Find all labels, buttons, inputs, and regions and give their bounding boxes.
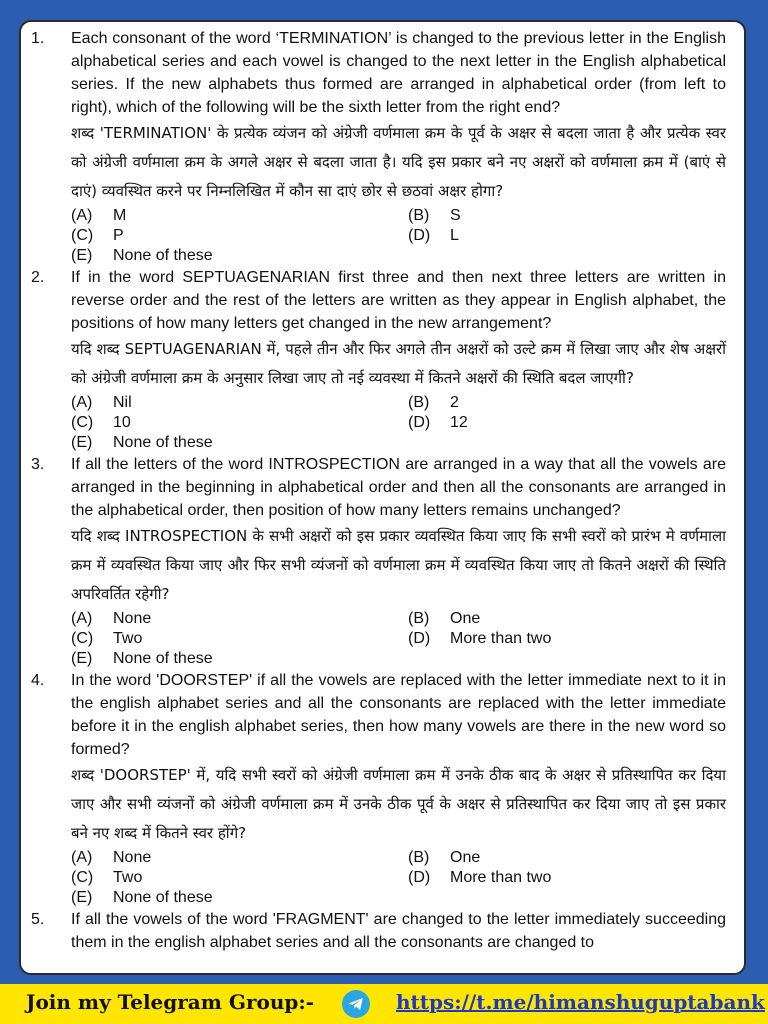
question-number: 2. xyxy=(31,269,45,286)
options xyxy=(71,609,726,669)
option-d[interactable] xyxy=(408,226,708,246)
telegram-icon[interactable] xyxy=(342,990,370,1018)
option-d[interactable] xyxy=(408,413,708,433)
option-text: None xyxy=(113,849,152,866)
join-telegram-label: Join my Telegram Group:- xyxy=(26,990,315,1014)
question-text-hindi: यदि शब्द SEPTUAGENARIAN में, पहले तीन और फिर अगले तीन अक्षरों को उल्टे क्रम में लिखा जाए और शेष अक्षरों को अंग्रेजी वर्णमाला क्रम के अनुसार लिखा जाए तो नई व्यवस्था में कितने अक्षरों की स्थिति बदल जाएगी? xyxy=(71,340,726,387)
question-card xyxy=(19,20,746,975)
option-e[interactable] xyxy=(71,433,408,453)
option-label: (A) xyxy=(71,207,93,224)
question-number: 4. xyxy=(31,672,45,689)
option-text: One xyxy=(450,610,481,627)
option-b[interactable] xyxy=(408,609,708,629)
question-number: 5. xyxy=(31,911,45,928)
option-text: More than two xyxy=(450,869,552,886)
option-a[interactable] xyxy=(71,393,408,413)
question-1 xyxy=(21,27,744,266)
option-d[interactable] xyxy=(408,868,708,888)
option-label: (E) xyxy=(71,247,93,264)
options xyxy=(71,393,726,453)
option-label: (D) xyxy=(408,869,431,886)
option-text: Two xyxy=(113,630,143,647)
option-text: None of these xyxy=(113,650,213,667)
telegram-plane-icon xyxy=(347,995,365,1013)
question-text-hindi: यदि शब्द INTROSPECTION के सभी अक्षरों को इस प्रकार व्यवस्थित किया जाए कि सभी स्वरों को प्रारंभ मे वर्णमाला क्रम में व्यवस्थित किया जाए और फिर सभी व्यंजनों को वर्णमाला क्रम में व्यवस्थित किया जाए तो कितने अक्षरों की स्थिति अपरिवर्तित रहेगी? xyxy=(71,527,726,603)
option-text: None xyxy=(113,610,152,627)
option-text: None of these xyxy=(113,247,213,264)
option-text: 12 xyxy=(450,414,468,431)
option-label: (E) xyxy=(71,889,93,906)
option-text: None of these xyxy=(113,434,213,451)
question-text-english: In the word 'DOORSTEP' if all the vowels are replaced with the letter immediate next to it in the english alphabet series and all the consonants are replaced with the letter immediate before it in the english alphabet series, then how many vowels are there in the new word so formed? xyxy=(71,672,726,758)
option-text: One xyxy=(450,849,481,866)
option-label: (C) xyxy=(71,630,94,647)
option-label: (B) xyxy=(408,610,430,627)
option-text: More than two xyxy=(450,630,552,647)
option-label: (A) xyxy=(71,394,93,411)
option-a[interactable] xyxy=(71,848,408,868)
option-label: (D) xyxy=(408,414,431,431)
question-text-english: If all the vowels of the word 'FRAGMENT' are changed to the letter immediately succeeding them in the english alphabet series and all the consonants are changed to xyxy=(71,911,726,951)
option-text: P xyxy=(113,227,124,244)
option-b[interactable] xyxy=(408,393,708,413)
options xyxy=(71,206,726,266)
question-text-english: If in the word SEPTUAGENARIAN first three and then next three letters are written in reverse order and the rest of the letters are written as they appear in English alphabet, the positions of how many letters get changed in the new arrangement? xyxy=(71,269,726,332)
question-text-hindi: शब्द 'DOORSTEP' में, यदि सभी स्वरों को अंग्रेजी वर्णमाला क्रम में उनके ठीक बाद के अक्षर से प्रतिस्थापित कर दिया जाए और सभी व्यंजनों को अंग्रेजी वर्णमाला क्रम में उनके ठीक पूर्व के अक्षर से प्रतिस्थापित कर दिया जाए तो इस प्रकार बने नए शब्द में कितने स्वर होंगे? xyxy=(71,766,726,842)
option-e[interactable] xyxy=(71,246,408,266)
option-e[interactable] xyxy=(71,649,408,669)
option-text: Nil xyxy=(113,394,132,411)
question-number: 1. xyxy=(31,30,45,47)
option-c[interactable] xyxy=(71,226,408,246)
question-text-english: If all the letters of the word INTROSPECTION are arranged in a way that all the vowels are arranged in the beginning in alphabetical order and then all the consonants are arranged in the alphabetical order, then position of how many letters remains unchanged? xyxy=(71,456,726,519)
option-text: 2 xyxy=(450,394,459,411)
option-label: (C) xyxy=(71,414,94,431)
options xyxy=(71,848,726,908)
option-label: (C) xyxy=(71,227,94,244)
option-label: (E) xyxy=(71,650,93,667)
question-text-english: Each consonant of the word ‘TERMINATION’ is changed to the previous letter in the English alphabetical series and each vowel is changed to the next letter in the English alphabetical series. If the new alphabets thus formed are arranged in alphabetical order (from left to right), which of the following will be the sixth letter from the right end? xyxy=(71,30,726,116)
option-b[interactable] xyxy=(408,848,708,868)
question-number: 3. xyxy=(31,456,45,473)
option-text: L xyxy=(450,227,459,244)
option-a[interactable] xyxy=(71,609,408,629)
question-3 xyxy=(21,453,744,669)
option-label: (B) xyxy=(408,849,430,866)
option-c[interactable] xyxy=(71,413,408,433)
option-text: 10 xyxy=(113,414,131,431)
question-5 xyxy=(21,908,744,954)
option-text: None of these xyxy=(113,889,213,906)
option-label: (B) xyxy=(408,207,430,224)
option-label: (C) xyxy=(71,869,94,886)
option-text: S xyxy=(450,207,461,224)
option-e[interactable] xyxy=(71,888,408,908)
option-label: (D) xyxy=(408,630,431,647)
option-text: M xyxy=(113,207,127,224)
option-label: (B) xyxy=(408,394,430,411)
option-a[interactable] xyxy=(71,206,408,226)
option-b[interactable] xyxy=(408,206,708,226)
telegram-link[interactable]: https://t.me/himanshuguptabank xyxy=(396,990,765,1014)
question-text-hindi: शब्द 'TERMINATION' के प्रत्येक व्यंजन को अंग्रेजी वर्णमाला क्रम के पूर्व के अक्षर से बदला जाता है और प्रत्येक स्वर को अंग्रेजी वर्णमाला क्रम के अगले अक्षर से बदला जाता है। यदि इस प्रकार बने नए अक्षरों को वर्णमाला क्रम में (बाएं से दाएं) व्यवस्थित करने पर निम्नलिखित में कौन सा दाएं छोर से छठवां अक्षर होगा? xyxy=(71,124,726,200)
question-4 xyxy=(21,669,744,908)
option-label: (E) xyxy=(71,434,93,451)
option-label: (D) xyxy=(408,227,431,244)
footer-banner xyxy=(0,984,768,1024)
option-c[interactable] xyxy=(71,629,408,649)
option-label: (A) xyxy=(71,610,93,627)
question-2 xyxy=(21,266,744,453)
option-c[interactable] xyxy=(71,868,408,888)
option-d[interactable] xyxy=(408,629,708,649)
option-text: Two xyxy=(113,869,143,886)
option-label: (A) xyxy=(71,849,93,866)
